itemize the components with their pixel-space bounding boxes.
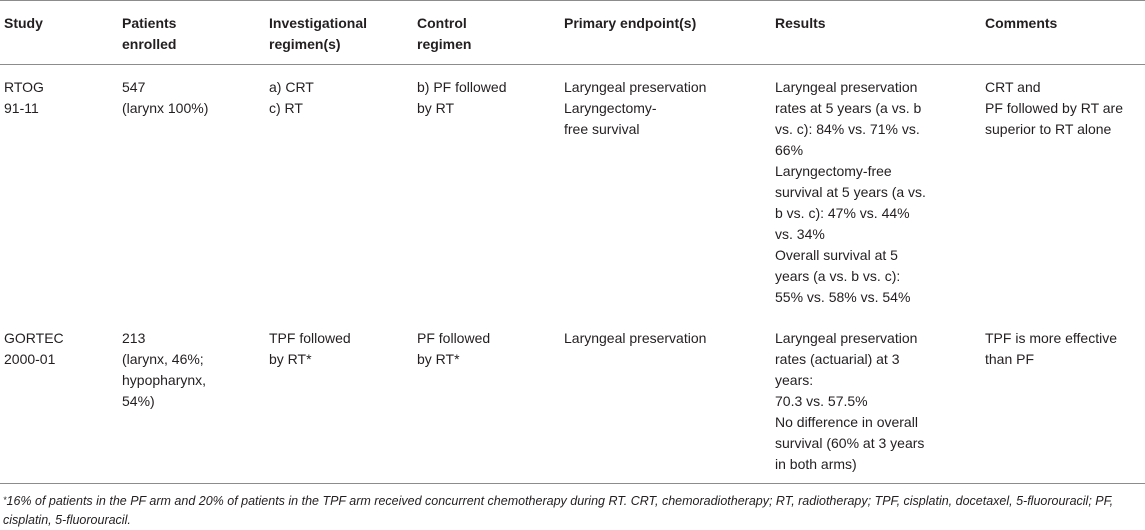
table-row: [0, 316, 1145, 484]
cell-results: Laryngeal preservation rates (actuarial) at 3 years: 70.3 vs. 57.5% No difference in overall survival (60% at 3 years in both arms): [771, 316, 981, 484]
table-header: [0, 1, 1145, 65]
cell-investigational: a) CRT c) RT: [269, 79, 314, 116]
cell-control: PF followed by RT*: [413, 316, 560, 484]
table-row: [0, 65, 1145, 317]
table-footnote: [0, 484, 1141, 530]
cell-study: GORTEC 2000-01: [0, 316, 118, 484]
header-row: [0, 1, 1145, 65]
header-investigational-regimen: Investigational regimen(s): [265, 1, 413, 65]
cell-results: Laryngeal preservation rates at 5 years (a vs. b vs. c): 84% vs. 71% vs. 66% Laryngectomy-free survival at 5 years (a vs. b vs. c): 47% vs. 44% vs. 34% Overall survival at 5 years (a vs. b vs. c): 55% vs. 58% vs. 54%: [775, 79, 926, 305]
cell-study: RTOG 91-11: [4, 79, 44, 116]
cell-patients: 547 (larynx 100%): [122, 79, 209, 116]
header-results: Results: [771, 1, 981, 65]
cell-comments: TPF is more effective than PF: [981, 316, 1145, 484]
cell-comments: CRT and PF followed by RT are superior to RT alone: [985, 79, 1123, 137]
footnote-text: 16% of patients in the PF arm and 20% of patients in the TPF arm received concurrent chemotherapy during RT. CRT, chemoradiotherapy; RT, radiotherapy; TPF, cisplatin, docetaxel, 5-fluorouracil; PF, cisplatin, 5-fluorouracil.: [3, 494, 1114, 527]
cell-investigational: TPF followed by RT*: [265, 316, 413, 484]
header-primary-endpoints: Primary endpoint(s): [560, 1, 771, 65]
header-study: Study: [0, 1, 118, 65]
footnote-marker: *: [3, 495, 7, 505]
header-comments: Comments: [981, 1, 1145, 65]
cell-endpoints: Laryngeal preservation: [560, 316, 771, 484]
table-body: [0, 65, 1145, 484]
header-patients-enrolled: Patients enrolled: [118, 1, 265, 65]
header-control-regimen: Control regimen: [413, 1, 560, 65]
cell-control: b) PF followed by RT: [417, 79, 507, 116]
cell-endpoints: Laryngeal preservation Laryngectomy- free survival: [564, 79, 707, 137]
cell-patients: 213 (larynx, 46%; hypopharynx, 54%): [118, 316, 265, 484]
